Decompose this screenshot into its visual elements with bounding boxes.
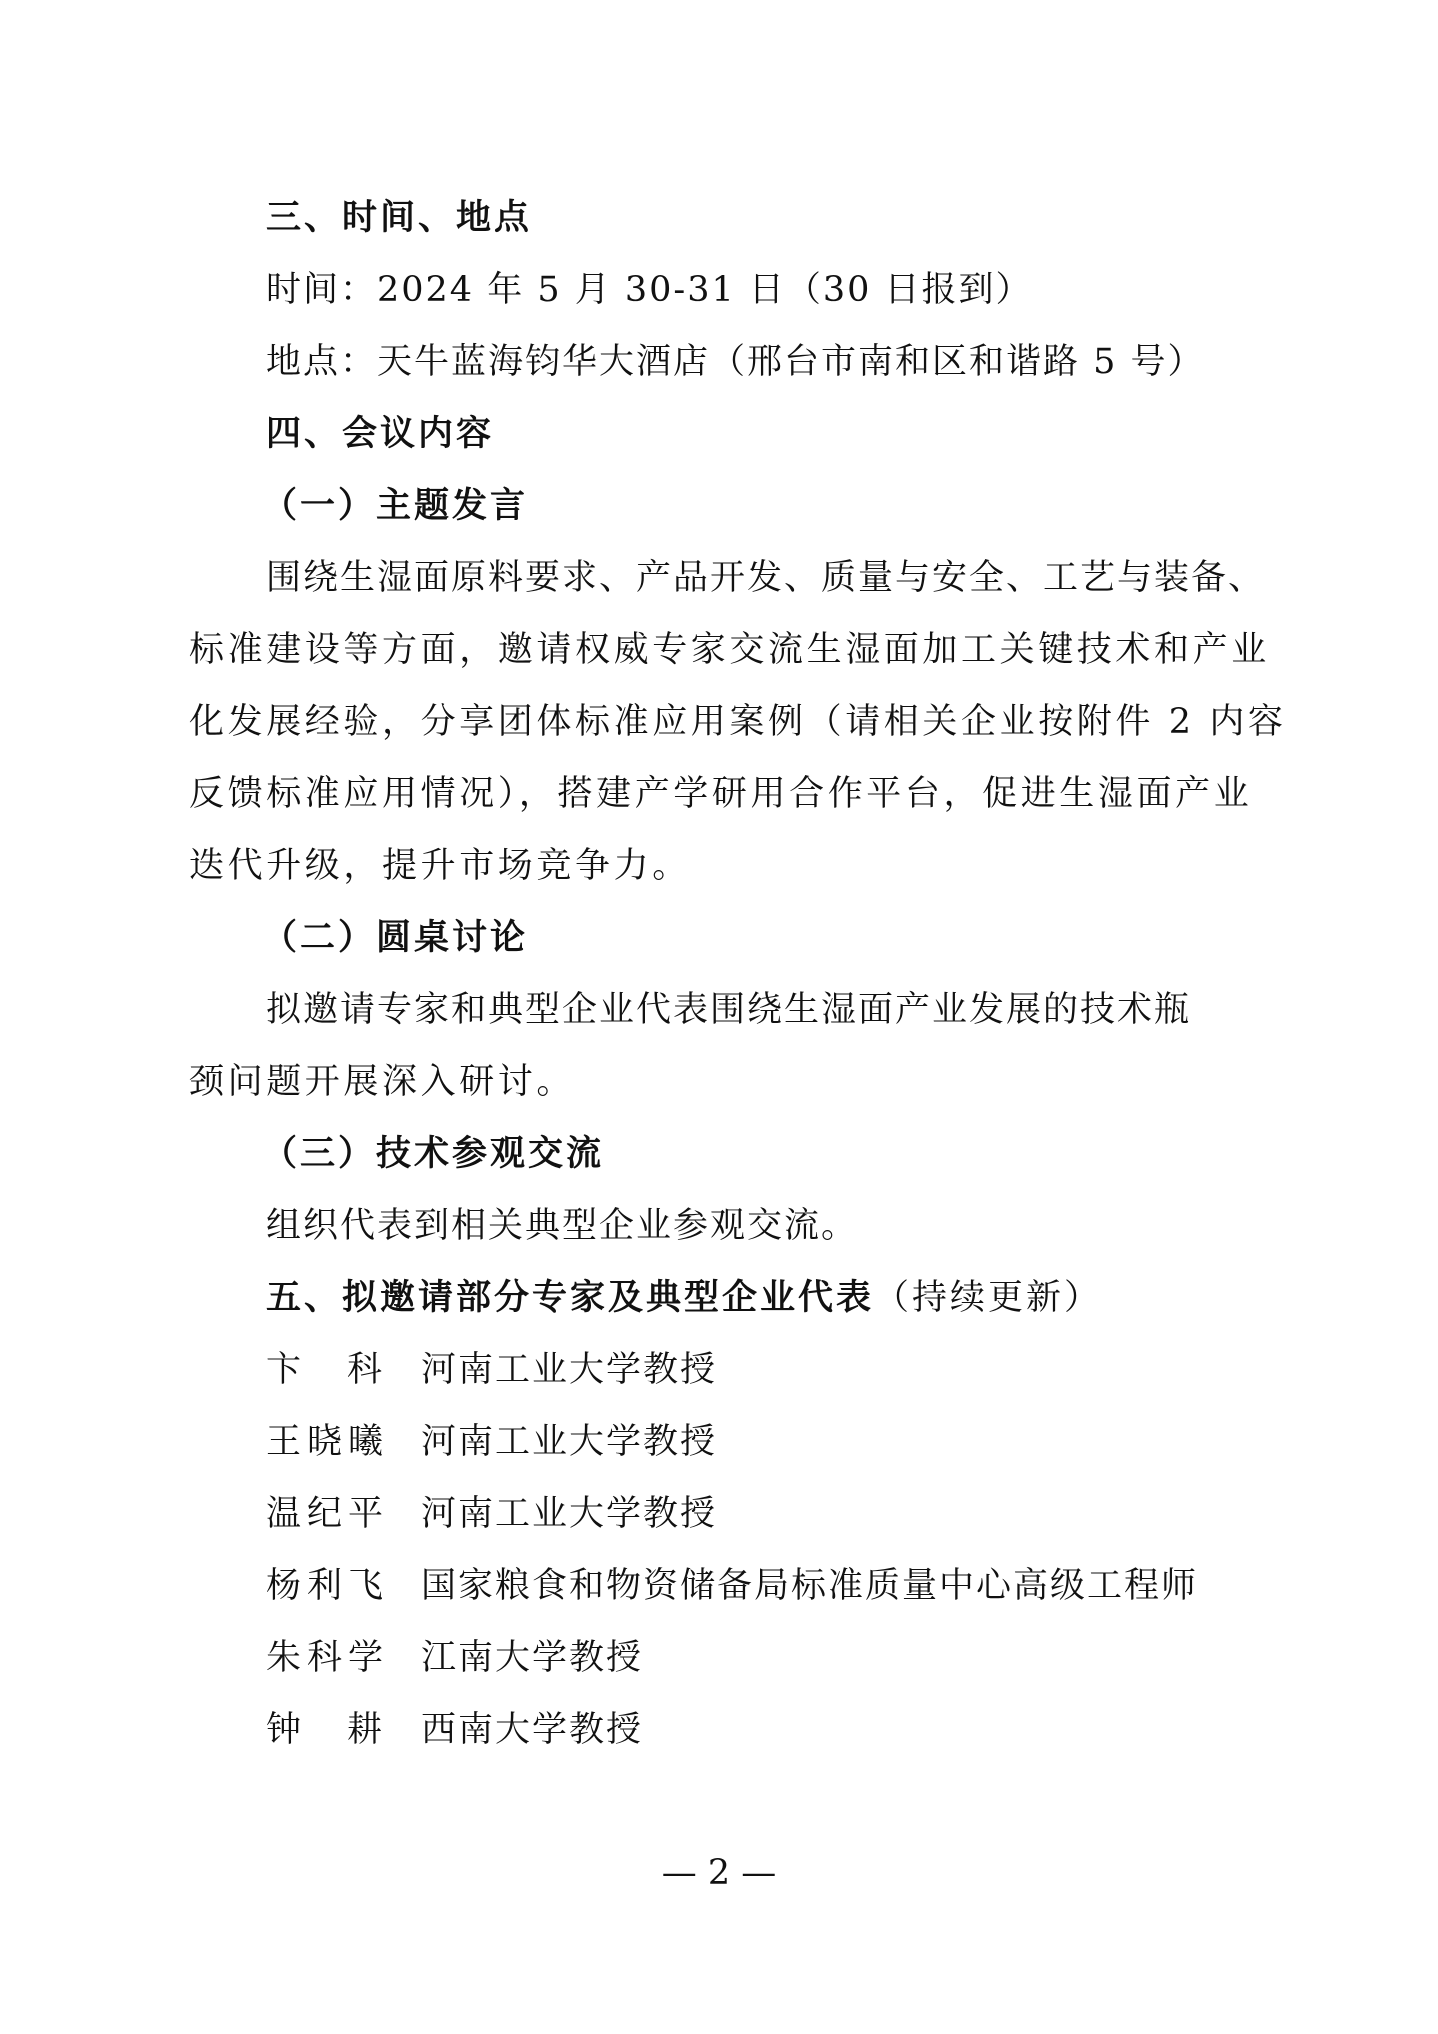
paragraph-line: 围绕生湿面原料要求、产品开发、质量与安全、工艺与装备、 bbox=[266, 558, 1266, 598]
paragraph-line: 反馈标准应用情况），搭建产学研用合作平台，促进生湿面产业 bbox=[189, 774, 1253, 814]
expert-name: 温纪平 bbox=[266, 1494, 390, 1534]
expert-row bbox=[266, 1350, 717, 1390]
expert-title: 河南工业大学教授 bbox=[421, 1422, 718, 1462]
expert-name: 王晓曦 bbox=[266, 1422, 390, 1462]
expert-row bbox=[266, 1710, 643, 1750]
paragraph-line: 标准建设等方面，邀请权威专家交流生湿面加工关键技术和产业 bbox=[189, 630, 1270, 670]
meeting-place: 地点：天牛蓝海钧华大酒店（邢台市南和区和谐路 5 号） bbox=[266, 342, 1205, 382]
section-3-heading: 三、时间、地点 bbox=[266, 198, 533, 238]
section-5-heading-suffix: （持续更新） bbox=[874, 1278, 1103, 1318]
section-4-3-heading: （三）技术参观交流 bbox=[262, 1134, 605, 1174]
expert-title: 西南大学教授 bbox=[421, 1710, 644, 1750]
section-5-heading bbox=[266, 1278, 1102, 1318]
expert-name: 钟耕 bbox=[266, 1710, 429, 1750]
section-4-heading: 四、会议内容 bbox=[266, 414, 495, 454]
expert-name: 朱科学 bbox=[266, 1638, 390, 1678]
page-number: — 2 — bbox=[661, 1853, 777, 1893]
section-4-1-heading: （一）主题发言 bbox=[262, 486, 529, 526]
expert-name: 卞科 bbox=[266, 1350, 429, 1390]
expert-row bbox=[266, 1422, 717, 1462]
paragraph-line: 化发展经验，分享团体标准应用案例（请相关企业按附件 2 内容 bbox=[189, 702, 1287, 742]
paragraph-line: 拟邀请专家和典型企业代表围绕生湿面产业发展的技术瓶 bbox=[266, 990, 1192, 1030]
paragraph-line: 迭代升级，提升市场竞争力。 bbox=[189, 846, 691, 886]
expert-title: 江南大学教授 bbox=[421, 1638, 644, 1678]
expert-title: 国家粮食和物资储备局标准质量中心高级工程师 bbox=[421, 1566, 1199, 1606]
expert-row bbox=[266, 1494, 717, 1534]
expert-title: 河南工业大学教授 bbox=[421, 1494, 718, 1534]
expert-row bbox=[266, 1566, 1198, 1606]
expert-title: 河南工业大学教授 bbox=[421, 1350, 718, 1390]
paragraph-line: 颈问题开展深入研讨。 bbox=[189, 1062, 576, 1102]
section-4-2-heading: （二）圆桌讨论 bbox=[262, 918, 529, 958]
expert-name: 杨利飞 bbox=[266, 1566, 390, 1606]
section-5-heading-text: 五、拟邀请部分专家及典型企业代表 bbox=[266, 1278, 875, 1318]
expert-row bbox=[266, 1638, 643, 1678]
paragraph-line: 组织代表到相关典型企业参观交流。 bbox=[266, 1206, 859, 1246]
meeting-time: 时间：2024 年 5 月 30-31 日（30 日报到） bbox=[266, 270, 1033, 310]
